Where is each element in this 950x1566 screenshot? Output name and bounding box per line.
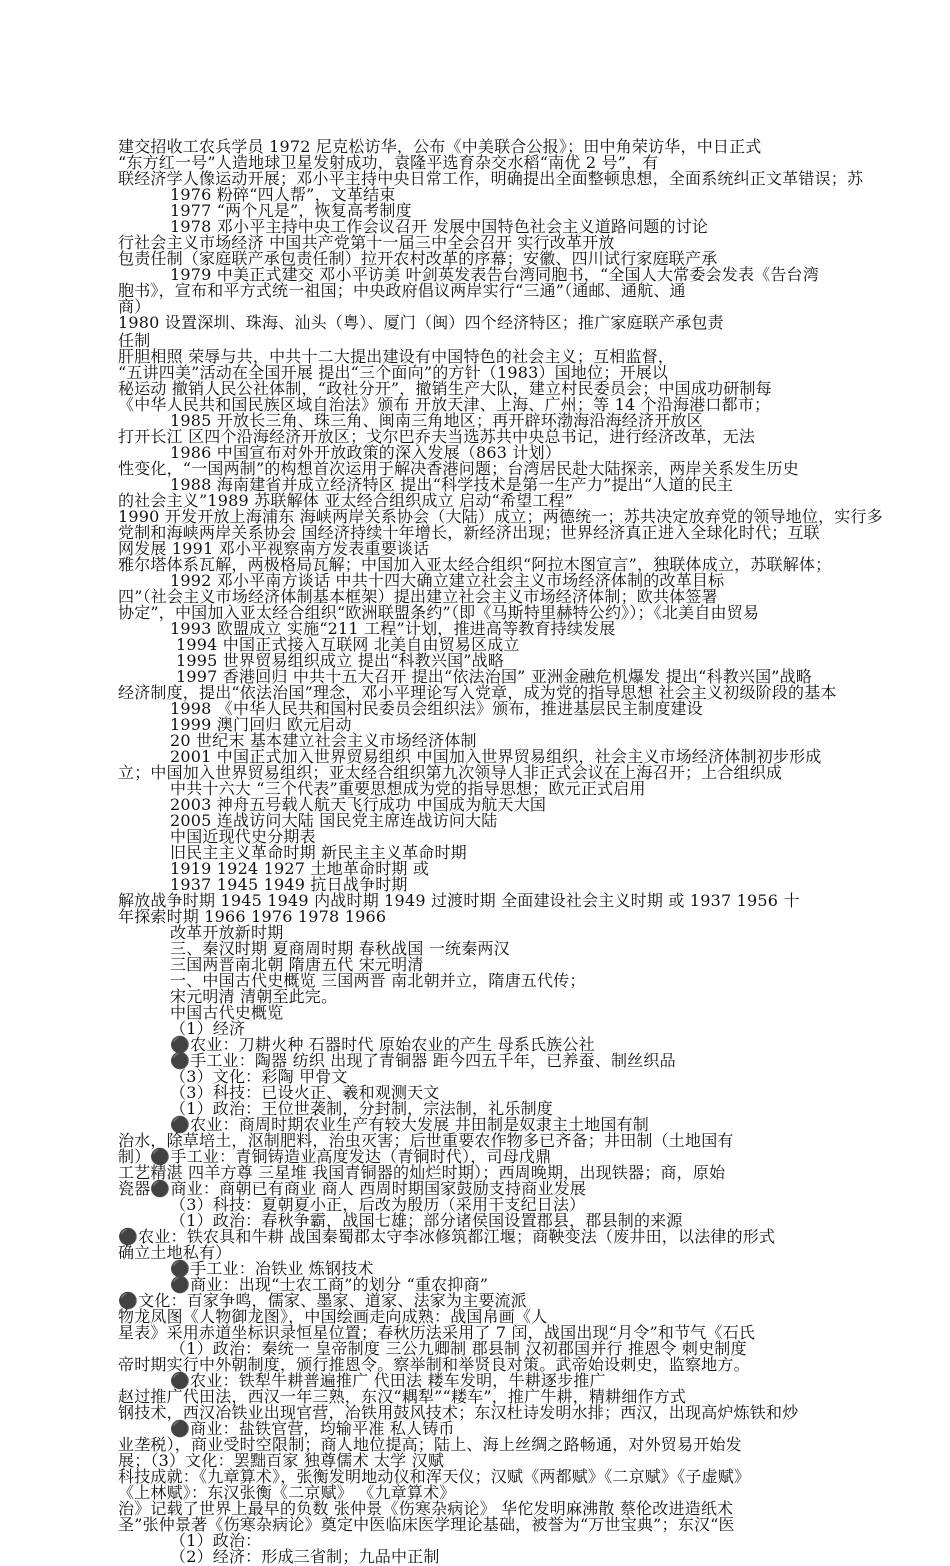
text-line: （3）科技：夏朝夏小正，后改为殷历（采用干支纪日法）	[170, 1195, 586, 1214]
text-line: 改革开放新时期	[170, 923, 284, 942]
text-line: ⚫商业：盐铁官营，均输平准 私人铸币	[170, 1419, 455, 1438]
text-line: ⚫农业：商周时期农业生产有较大发展 井田制是奴隶主土地国有制	[170, 1115, 650, 1134]
text-line: 圣”张仲景著《伤寒杂病论》奠定中医临床医学理论基础，被誉为“万世宝典”；东汉“医	[118, 1515, 735, 1534]
text-line: 1978 邓小平主持中央工作会议召开 发展中国特色社会主义道路问题的讨论	[170, 217, 709, 236]
text-line: 四”（社会主义市场经济体制基本框架）提出建立社会主义市场经济体制；欧共体签署	[118, 587, 718, 606]
text-line: ⚫手工业：陶器 纺织 出现了青铜器 距今四五千年，已养蚕、制丝织品	[170, 1051, 676, 1070]
text-line: ⚫手工业：冶铁业 炼钢技术	[170, 1259, 374, 1278]
text-line: ⚫农业：刀耕火种 石器时代 原始农业的产生 母系氏族公社	[170, 1035, 595, 1054]
text-line: 立；中国加入世界贸易组织；亚太经合组织第九次领导人非正式会议在上海召开；上合组织成	[118, 763, 783, 782]
text-line: 2001 中国正式加入世界贸易组织 中国加入世界贸易组织，社会主义市场经济体制初步形成	[170, 747, 822, 766]
text-line: “东方红一号”人造地球卫星发射成功，袁隆平选育杂交水稻“南优 2 号”，有	[118, 153, 659, 172]
text-line: 1993 欧盟成立 实施“211 工程”计划，推进高等教育持续发展	[170, 619, 616, 638]
text-line: （1）政治：秦统一 皇帝制度 三公九卿制 郡县制 汉初郡国并行 推恩令 刺史制度	[170, 1339, 747, 1358]
text-line: （3）科技：已设火正、羲和观测天文	[170, 1083, 440, 1102]
text-line: ⚫文化：百家争鸣，儒家、墨家、道家、法家为主要流派	[118, 1291, 527, 1310]
text-line: 行社会主义市场经济 中国共产党第十一届三中全会召开 实行改革开放	[118, 233, 615, 252]
text-line: 工艺精湛 四羊方尊 三星堆 我国青铜器的灿烂时期）；西周晚期，出现铁器；商，原始	[118, 1163, 726, 1182]
text-line: 星表》采用赤道坐标识录恒星位置；春秋历法采用了 7 闰，战国出现“月令”和节气《石氏	[118, 1323, 756, 1342]
text-line: 雅尔塔体系瓦解，两极格局瓦解；中国加入亚太经合组织“阿拉木图宣言”，独联体成立，苏联解体；	[118, 555, 832, 574]
text-line: （3）文化：彩陶 甲骨文	[170, 1067, 348, 1086]
text-line: 物龙凤图《人物御龙图》，中国绘画走向成熟：战国帛画《人	[118, 1307, 548, 1326]
text-line: 中共十六大 “三个代表”重要思想成为党的指导思想；欧元正式启用	[170, 779, 646, 798]
text-line: 性变化，“一国两制”的构想首次运用于解决香港问题；台湾居民赴大陆探亲，两岸关系发生历史	[118, 459, 799, 478]
text-line: （1）政治：王位世袭制，分封制，宗法制，礼乐制度	[170, 1099, 553, 1118]
text-line: ⚫商业：出现“士农工商”的划分 “重农抑商”	[170, 1275, 489, 1294]
text-line: （1）政治：	[170, 1531, 262, 1550]
text-line: 展；（3）文化：罢黜百家 独尊儒术 太学 汉赋	[118, 1451, 445, 1470]
text-line: 肝胆相照 荣辱与共，中共十二大提出建设有中国特色的社会主义；互相监督，	[118, 347, 675, 366]
text-line: （1）经济	[170, 1019, 246, 1038]
text-line: 三、秦汉时期 夏商周时期 春秋战国 一统秦两汉	[170, 939, 510, 958]
text-line: 1977 “两个凡是”，恢复高考制度	[170, 201, 412, 220]
text-line: 1994 中国正式接入互联网 北美自由贸易区成立	[176, 635, 520, 654]
text-line: 网发展 1991 邓小平视察南方发表重要谈话	[118, 539, 430, 558]
text-line: 1986 中国宣布对外开放政策的深入发展（863 计划）	[170, 443, 562, 462]
document-text	[118, 137, 883, 1566]
text-line: （1）政治：春秋争霸，战国七雄；部分诸侯国设置郡县，郡县制的来源	[170, 1211, 683, 1230]
text-line: 秘运动 撤销人民公社体制，“政社分开”，撤销生产大队，建立村民委员会；中国成功研制每	[118, 379, 772, 398]
text-line: 打开长江 区四个沿海经济开放区；戈尔巴乔夫当选苏共中央总书记，进行经济改革，无法	[118, 427, 756, 446]
text-line: 经济制度，提出“依法治国”理念，邓小平理论写入党章，成为党的指导思想 社会主义初级阶段的基本	[118, 683, 837, 702]
text-line: 钢技术，西汉冶铁业出现官营，冶铁用鼓风技术；东汉杜诗发明水排；西汉，出现高炉炼铁和炒	[118, 1403, 799, 1422]
text-line: 商）	[118, 297, 151, 316]
text-line: “五讲四美”活动在全国开展 提出“三个面向”的方针（1983）国地位；开展以	[118, 363, 669, 382]
text-line: 1976 粉碎“四人帮”，文革结束	[170, 185, 396, 204]
text-line: 联经济学人像运动开展；邓小平主持中央日常工作，明确提出全面整顿思想，全面系统纠正文革错误；苏	[118, 169, 864, 188]
text-line: 治》记载了世界上最早的负数 张仲景《伤寒杂病论》 华佗发明麻沸散 蔡伦改进造纸术	[118, 1499, 734, 1518]
text-line: ⚫农业：铁农具和牛耕 战国秦蜀郡太守李冰修筑都江堰；商鞅变法（废井田，以法律的形式	[118, 1227, 776, 1246]
text-line: 1990 开发开放上海浦东 海峡两岸关系协会（大陆）成立；两德统一；苏共决定放弃党的领导地位，实行多	[118, 507, 883, 526]
text-line: 年探索时期 1966 1976 1978 1966	[118, 907, 387, 926]
text-line: 旧民主主义革命时期 新民主主义革命时期	[170, 843, 467, 862]
text-line: 1998 《中华人民共和国村民委员会组织法》颁布，推进基层民主制度建设	[170, 699, 703, 718]
text-line: 1999 澳门回归 欧元启动	[170, 715, 352, 734]
text-line: 瓷器⚫商业：商朝已有商业 商人 西周时期国家鼓励支持商业发展	[118, 1179, 587, 1198]
text-line: 任制	[118, 331, 151, 350]
text-line: 帝时期实行中外朝制度，颁行推恩令。察举制和举贤良对策。武帝始设刺史，监察地方。	[118, 1355, 750, 1374]
text-line: （2）经济：形成三省制；九品中正制	[170, 1547, 440, 1566]
text-line: 1988 海南建省并成立经济特区 提出“科学技术是第一生产力”提出“人道的民主	[170, 475, 734, 494]
text-line: 建交招收工农兵学员 1972 尼克松访华，公布《中美联合公报》；田中角荣访华，中日正式	[118, 137, 762, 156]
text-line: 中国古代史概览	[170, 1003, 284, 1022]
text-line: 赵过推广代田法，西汉一年三熟，东汉“耦犁”“耧车”，推广牛耕，精耕细作方式	[118, 1387, 687, 1406]
text-line: 治水，除草培土，沤制肥料，治虫灭害；后世重要农作物多已齐备；井田制（土地国有	[118, 1131, 734, 1150]
text-line: 20 世纪末 基本建立社会主义市场经济体制	[170, 731, 477, 750]
text-line: 业垄税），商业受时空限制；商人地位提高；陆上、海上丝绸之路畅通，对外贸易开始发	[118, 1435, 742, 1454]
text-line: 一、中国古代史概览 三国两晋 南北朝并立，隋唐五代传；	[170, 971, 586, 990]
text-line: 1985 开放长三角、珠三角、闽南三角地区；再开辟环渤海沿海经济开放区	[170, 411, 703, 430]
text-line: 2003 神舟五号载人航天飞行成功 中国成为航天大国	[170, 795, 547, 814]
text-line: 胞书》，宣布和平方式统一祖国；中央政府倡议两岸实行“三通”（通邮、通航、通	[118, 281, 686, 300]
text-line: 2005 连战访问大陆 国民党主席连战访问大陆	[170, 811, 498, 830]
text-line: 三国两晋南北朝 隋唐五代 宋元明清	[170, 955, 424, 974]
text-line: 宋元明清 清朝至此完。	[170, 987, 338, 1006]
text-line: 包责任制（家庭联产承包责任制）拉开农村改革的序幕；安徽、四川试行家庭联产承	[118, 249, 718, 268]
text-line: 1979 中美正式建交 邓小平访美 叶剑英发表告台湾同胞书，“全国人大常委会发表《告台湾	[170, 265, 819, 284]
text-line: 确立土地私有）	[118, 1243, 232, 1262]
text-line: 的社会主义”1989 苏联解体 亚太经合组织成立 启动“希望工程”	[118, 491, 574, 510]
text-line: 1995 世界贸易组织成立 提出“科教兴国”战略	[176, 651, 505, 670]
text-line: 《上林赋》：东汉张衡《二京赋》 《九章算术》	[118, 1483, 456, 1502]
text-line: 解放战争时期 1945 1949 内战时期 1949 过渡时期 全面建设社会主义时期 或 1937 1956 十	[118, 891, 800, 910]
text-line: ⚫农业：铁犁牛耕普遍推广 代田法 耧车发明，牛耕逐步推广	[170, 1371, 606, 1390]
text-line: 中国近现代史分期表	[170, 827, 316, 846]
text-line: 党制和海峡两岸关系协会 国经济持续十年增长，新经济出现；世界经济真正进入全球化时代；互联	[118, 523, 820, 542]
text-line: 1997 香港回归 中共十五大召开 提出“依法治国” 亚洲金融危机爆发 提出“科教兴国”战略	[176, 667, 813, 686]
text-line: 1992 邓小平南方谈话 中共十四大确立建立社会主义市场经济体制的改革目标	[170, 571, 725, 590]
text-line: 1980 设置深圳、珠海、汕头（粤）、厦门（闽）四个经济特区；推广家庭联产承包责	[118, 313, 724, 332]
text-line: 1937 1945 1949 抗日战争时期	[170, 875, 408, 894]
text-line: 协定”，中国加入亚太经合组织“欧洲联盟条约”（即《马斯特里赫特公约》）；《北美自由贸易	[118, 603, 760, 622]
text-line: 科技成就：《九章算术》，张衡发明地动仪和浑天仪；汉赋《两都赋》《二京赋》《子虚赋》	[118, 1467, 751, 1486]
text-line: 1919 1924 1927 土地革命时期 或	[170, 859, 430, 878]
text-line: 《中华人民共和国民族区域自治法》颁布 开放天津、上海、广州；等 14 个沿海港口都市；	[118, 395, 771, 414]
text-line: 制）⚫手工业：青铜铸造业高度发达（青铜时代），司母戊鼎	[118, 1147, 552, 1166]
